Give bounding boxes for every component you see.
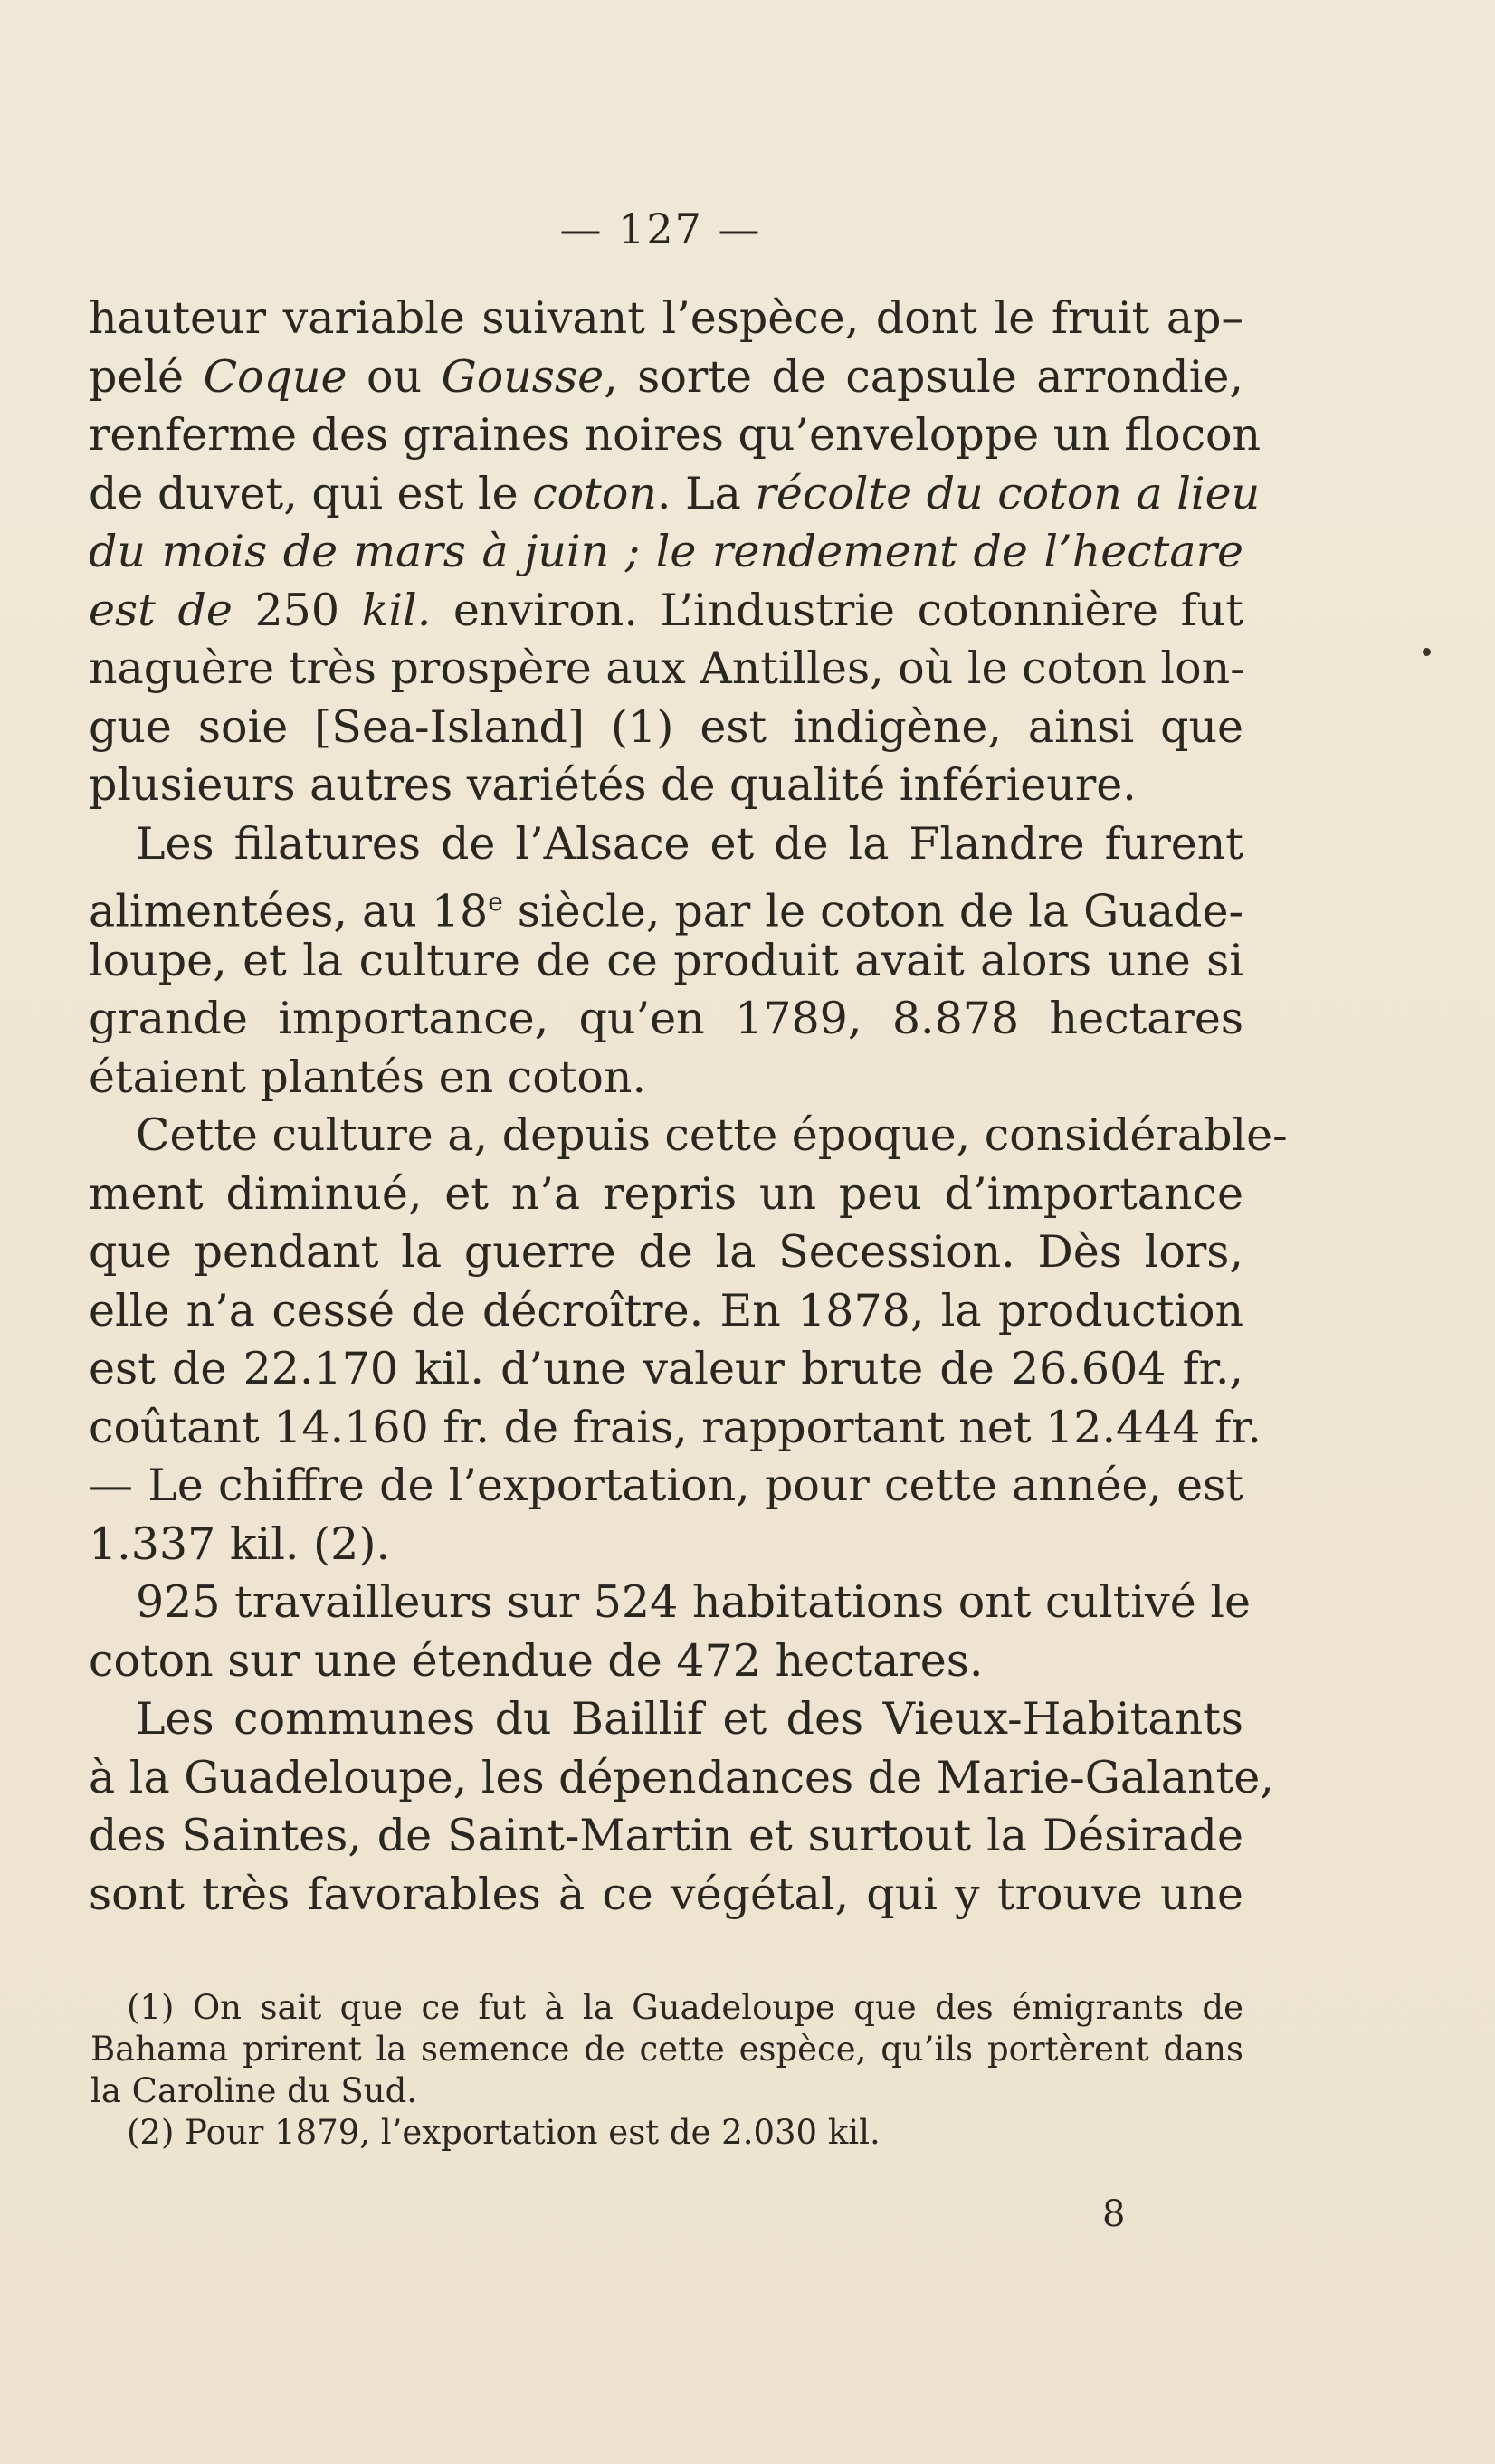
text-line: hauteur variable suivant l’espèce, dont le fruit ap– [89, 292, 1243, 344]
footnote-line: la Caroline du Sud. [90, 2071, 418, 2110]
text-line: des Saintes, de Saint-Martin et surtout la Désirade [89, 1810, 1243, 1861]
text-line: grande importance, qu’en 1789, 8.878 hectares [89, 993, 1243, 1044]
body-text [89, 290, 1288, 1924]
text-line: 925 travailleurs sur 524 habitations ont cultivé le [136, 1576, 1251, 1628]
text-line: est de 250 kil. environ. L’industrie cotonnière fut [89, 584, 1243, 636]
text-line: 1.337 kil. (2). [89, 1517, 391, 1570]
text-line: naguère très prospère aux Antilles, où le coton lon- [89, 642, 1245, 694]
text-line: coûtant 14.160 fr. de frais, rapportant net 12.444 fr. [89, 1401, 1262, 1453]
text-line: renferme des graines noires qu’enveloppe un flocon [89, 409, 1262, 461]
footnote-line: (2) Pour 1879, l’exportation est de 2.030 kil. [127, 2113, 881, 2152]
text-line: — Le chiffre de l’exportation, pour cette année, est [89, 1460, 1243, 1511]
text-line: du mois de mars à juin ; le rendement de l’hectare [89, 526, 1243, 577]
text-line: elle n’a cessé de décroître. En 1878, la production [89, 1284, 1243, 1337]
text-line: sont très favorables à ce végétal, qui y trouve une [89, 1868, 1243, 1920]
signature-mark: 8 [1102, 2193, 1126, 2235]
text-line: Les filatures de l’Alsace et de la Flandre furent [136, 817, 1243, 870]
ink-speck [1423, 648, 1431, 656]
text-line: pelé Coque ou Gousse, sorte de capsule arrondie, [89, 350, 1243, 403]
text-line: que pendant la guerre de la Secession. Dès lors, [89, 1226, 1243, 1278]
text-line: ment diminué, et n’a repris un peu d’importance [89, 1167, 1243, 1220]
text-line: loupe, et la culture de ce produit avait alors une si [89, 934, 1243, 986]
text-line: coton sur une étendue de 472 hectares. [89, 1634, 984, 1687]
text-line: gue soie [Sea-Island] (1) est indigène, ainsi que [89, 700, 1243, 753]
text-line: de duvet, qui est le coton. La récolte du coton a lieu [89, 467, 1261, 519]
page-number: — 127 — [559, 205, 762, 253]
text-line: Cette culture a, depuis cette époque, considérable- [136, 1109, 1288, 1161]
text-line: à la Guadeloupe, les dépendances de Marie-Galante, [89, 1751, 1274, 1803]
footnote-line: Bahama prirent la semence de cette espèce, qu’ils portèrent dans [90, 2030, 1243, 2069]
text-line: alimentées, au 18e siècle, par le coton de la Guade- [89, 885, 1243, 937]
text-line: Les communes du Baillif et des Vieux-Habitants [136, 1693, 1243, 1745]
footnote-line: (1) On sait que ce fut à la Guadeloupe que des émigrants de [127, 1988, 1243, 2027]
text-line: plusieurs autres variétés de qualité inférieure. [89, 759, 1137, 811]
text-line: étaient plantés en coton. [89, 1051, 647, 1103]
text-line: est de 22.170 kil. d’une valeur brute de 26.604 fr., [89, 1343, 1243, 1394]
footnotes [90, 1987, 1243, 2154]
